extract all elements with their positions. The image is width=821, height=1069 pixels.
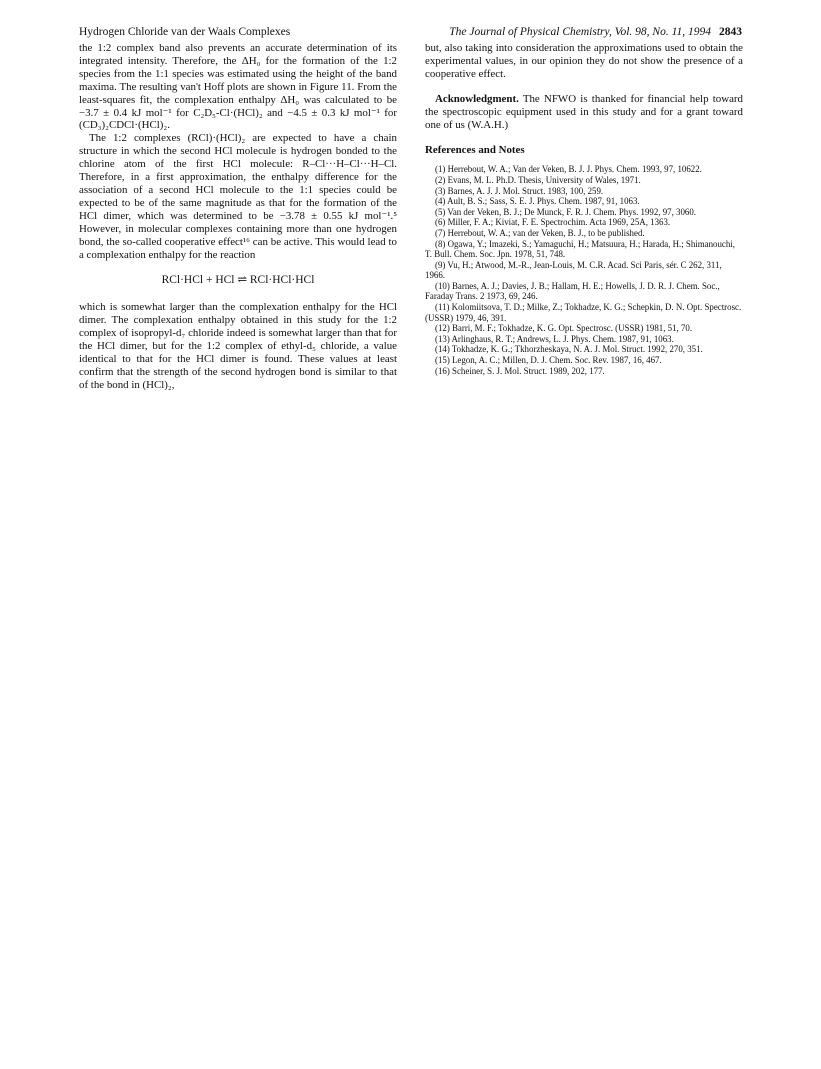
paragraph-results: which is somewhat larger than the complexation enthalpy for the HCl dimer. The complexation enthalpy obtained in this study for the 1:2 complex of isopropyl-d₇ chloride indeed is somewhat larger than that for the HCl dimer, but for the 1:2 complex of ethyl-d₅ chloride, a value identical to that for the HCl dimer is found. These values at least confirm that the strength of the second hydrogen bond is similar to that of the bond in (HCl)₂, [79,301,397,391]
reference-item: (8) Ogawa, Y.; Imazeki, S.; Yamaguchi, H.; Matsuura, H.; Harada, H.; Shimanouchi, T. Bull. Chem. Soc. Jpn. 1978, 51, 748. [425,238,735,260]
reference-item: (1) Herrebout, W. A.; Van der Veken, B. J. J. Phys. Chem. 1993, 97, 10622. [435,164,702,175]
acknowledgment-heading: Acknowledgment. [435,92,519,105]
paragraph-conclusion: but, also taking into consideration the approximations used to obtain the experimental values, in our opinion they do not show the presence of a cooperative effect. [425,42,743,80]
reference-item: (4) Ault, B. S.; Sass, S. E. J. Phys. Chem. 1987, 91, 1063. [435,196,640,207]
running-header [79,26,742,42]
reaction-equation: RCl·HCl + HCl ⇌ RCl·HCl·HCl [161,274,315,287]
reference-item: (3) Barnes, A. J. J. Mol. Struct. 1983, 100, 259. [435,185,604,196]
running-title: Hydrogen Chloride van der Waals Complexes [79,26,291,38]
references-list [425,164,743,376]
reference-item: (5) Van der Veken, B. J.; De Munck, F. R. J. Chem. Phys. 1992, 97, 3060. [435,206,697,217]
paragraph-continuation: the 1:2 complex band also prevents an accurate determination of its integrated intensity. Therefore, the ΔH₀ for the formation of the 1:2 species from the 1:1 species was estimated using the height of the band maxima. The resulting van't Hoff plots are shown in Figure 11. From the least-squares fit, the complexation enthalpy ΔH₀ was calculated to be −3.7 ± 0.4 kJ mol⁻¹ for C₂D₅-Cl·(HCl)₂ and −4.5 ± 0.3 kJ mol⁻¹ for (CD₃)₂CDCl·(HCl)₂. [79,42,397,132]
journal-citation [449,26,742,38]
reference-item: (10) Barnes, A. J.; Davies, J. B.; Hallam, H. E.; Howells, J. D. R. J. Chem. Soc., Faraday Trans. 2 1973, 69, 246. [425,280,720,302]
journal-name: The Journal of Physical Chemistry, Vol. 98, No. 11, 1994 [449,26,711,38]
paragraph-chain-structure: The 1:2 complexes (RCl)·(HCl)₂ are expected to have a chain structure in which the second HCl molecule is hydrogen bonded to the chlorine atom of the first HCl molecule: R–Cl···H–Cl···H–Cl. Therefore, in a first approximation, the enthalpy difference for the association of a second HCl molecule to the 1:1 species could be expected to be of the same magnitude as that for the formation of the HCl dimer, which was determined to be −3.78 ± 0.55 kJ mol⁻¹.⁵ However, in molecular complexes containing more than one hydrogen bond, the so-called cooperative effect¹⁶ can be active. This would lead to a complexation enthalpy for the reaction [79,132,397,261]
page-number: 2843 [719,26,742,38]
reference-item: (12) Barri, M. F.; Tokhadze, K. G. Opt. Spectrosc. (USSR) 1981, 51, 70. [435,323,693,334]
references-heading: References and Notes [425,144,525,157]
reference-item: (14) Tokhadze, K. G.; Tkhorzheskaya, N. A. J. Mol. Struct. 1992, 270, 351. [435,344,703,355]
reference-item: (9) Vu, H.; Atwood, M.-R., Jean-Louis, M. C.R. Acad. Sci Paris, sér. C 262, 311, 1966. [425,259,722,281]
reference-item: (7) Herrebout, W. A.; van der Veken, B. J., to be published. [435,227,645,238]
left-column [79,42,397,392]
acknowledgment-text: The NFWO is thanked for financial help toward the spectroscopic equipment used in this study and for a grant toward one of us (W.A.H.) [425,92,743,131]
reference-item: (6) Miller, F. A.; Kiviat, F. E. Spectrochim. Acta 1969, 25A, 1363. [435,217,671,228]
reference-item: (13) Arlinghaus, R. T.; Andrews, L. J. Phys. Chem. 1987, 91, 1063. [435,333,674,344]
reference-item: (11) Kolomiitsova, T. D.; Milke, Z.; Tokhadze, K. G.; Schepkin, D. N. Opt. Spectrosc. (USSR) 1979, 46, 391. [425,302,742,323]
reference-item: (16) Scheiner, S. J. Mol. Struct. 1989, 202, 177. [435,365,605,376]
acknowledgment [425,93,743,132]
reference-item: (15) Legon, A. C.; Millen, D. J. Chem. Soc. Rev. 1987, 16, 467. [435,355,662,366]
reference-item: (2) Evans, M. L. Ph.D. Thesis, University of Wales, 1971. [435,174,641,185]
right-column [425,42,743,376]
